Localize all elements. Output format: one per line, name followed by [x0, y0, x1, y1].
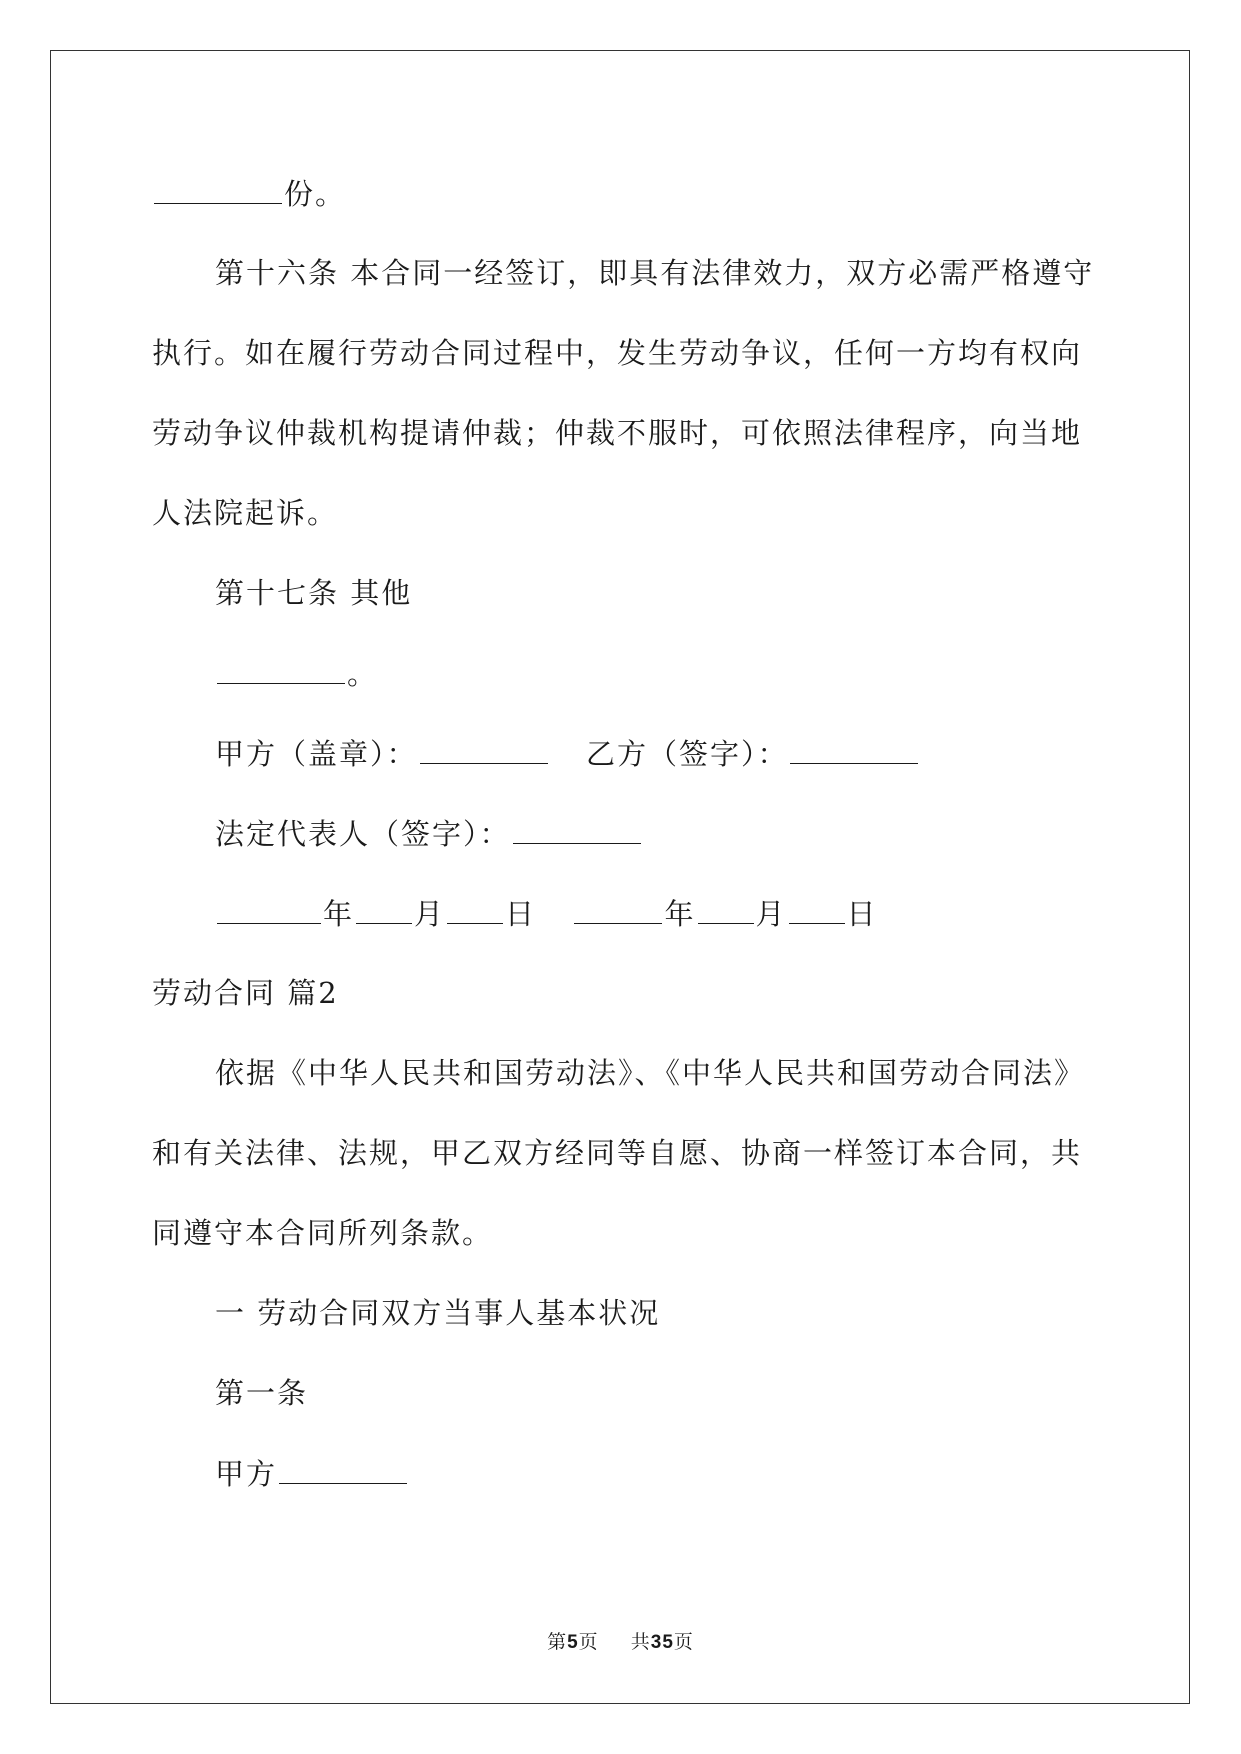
article-1-heading: 第一条 [215, 1376, 309, 1410]
month-blank-a [356, 893, 412, 924]
blank-line [217, 653, 345, 684]
legal-rep-label: 法定代表人（签字）： [215, 817, 511, 851]
legal-rep-line [215, 813, 643, 854]
party-b-sign-label: 乙方（签字）： [585, 737, 789, 771]
day-blank-b [789, 893, 845, 924]
month-label-a: 月 [414, 897, 446, 931]
blank-line [154, 173, 282, 204]
article-16-line-4: 人法院起诉。 [152, 496, 339, 530]
day-blank-a [447, 893, 503, 924]
preamble-line-3: 同遵守本合同所列条款。 [152, 1216, 494, 1250]
party-a-name-blank [279, 1453, 407, 1484]
footer-total-suffix: 页 [673, 1631, 694, 1653]
party-a-blank [420, 733, 548, 764]
preamble-line-2: 和有关法律、法规，甲乙双方经同等自愿、协商一样签订本合同，共 [152, 1136, 1083, 1170]
month-blank-b [698, 893, 754, 924]
footer-page-suffix: 页 [578, 1631, 599, 1653]
page-footer [0, 1629, 1241, 1656]
current-page-number: 5 [567, 1632, 579, 1653]
year-blank-a [217, 893, 321, 924]
section-heading-2: 劳动合同 篇2 [152, 976, 339, 1010]
footer-total-prefix: 共 [630, 1631, 651, 1653]
month-label-b: 月 [755, 897, 787, 931]
year-label-a: 年 [323, 897, 355, 931]
legal-rep-blank [513, 813, 641, 844]
preamble-line-1: 依据《中华人民共和国劳动法》、《中华人民共和国劳动合同法》 [215, 1056, 1086, 1090]
footer-prefix: 第 [547, 1631, 568, 1653]
article-16-line-2: 执行。如在履行劳动合同过程中，发生劳动争议，任何一方均有权向 [152, 336, 1083, 370]
day-label-b: 日 [846, 897, 878, 931]
party-b-blank [790, 733, 918, 764]
date-line [215, 893, 878, 934]
article-17-blank [215, 653, 378, 694]
day-label-a: 日 [505, 897, 537, 931]
year-label-b: 年 [664, 897, 696, 931]
party-a-line [215, 1453, 409, 1494]
party-a-label: 甲方 [215, 1457, 278, 1491]
text-fen: 份。 [284, 177, 347, 211]
signature-line-parties [215, 733, 920, 774]
article-17-heading: 第十七条 其他 [215, 576, 413, 610]
total-page-number: 35 [650, 1632, 674, 1653]
article-16-line-1: 第十六条 本合同一经签订，即具有法律效力，双方必需严格遵守 [215, 256, 1095, 290]
chapter-1-heading: 一 劳动合同双方当事人基本状况 [215, 1296, 661, 1330]
article-16-line-3: 劳动争议仲裁机构提请仲裁；仲裁不服时，可依照法律程序，向当地 [152, 416, 1083, 450]
line-fen [152, 173, 346, 214]
year-blank-b [574, 893, 662, 924]
party-a-seal-label: 甲方（盖章）： [215, 737, 418, 771]
text-period: 。 [347, 657, 379, 691]
